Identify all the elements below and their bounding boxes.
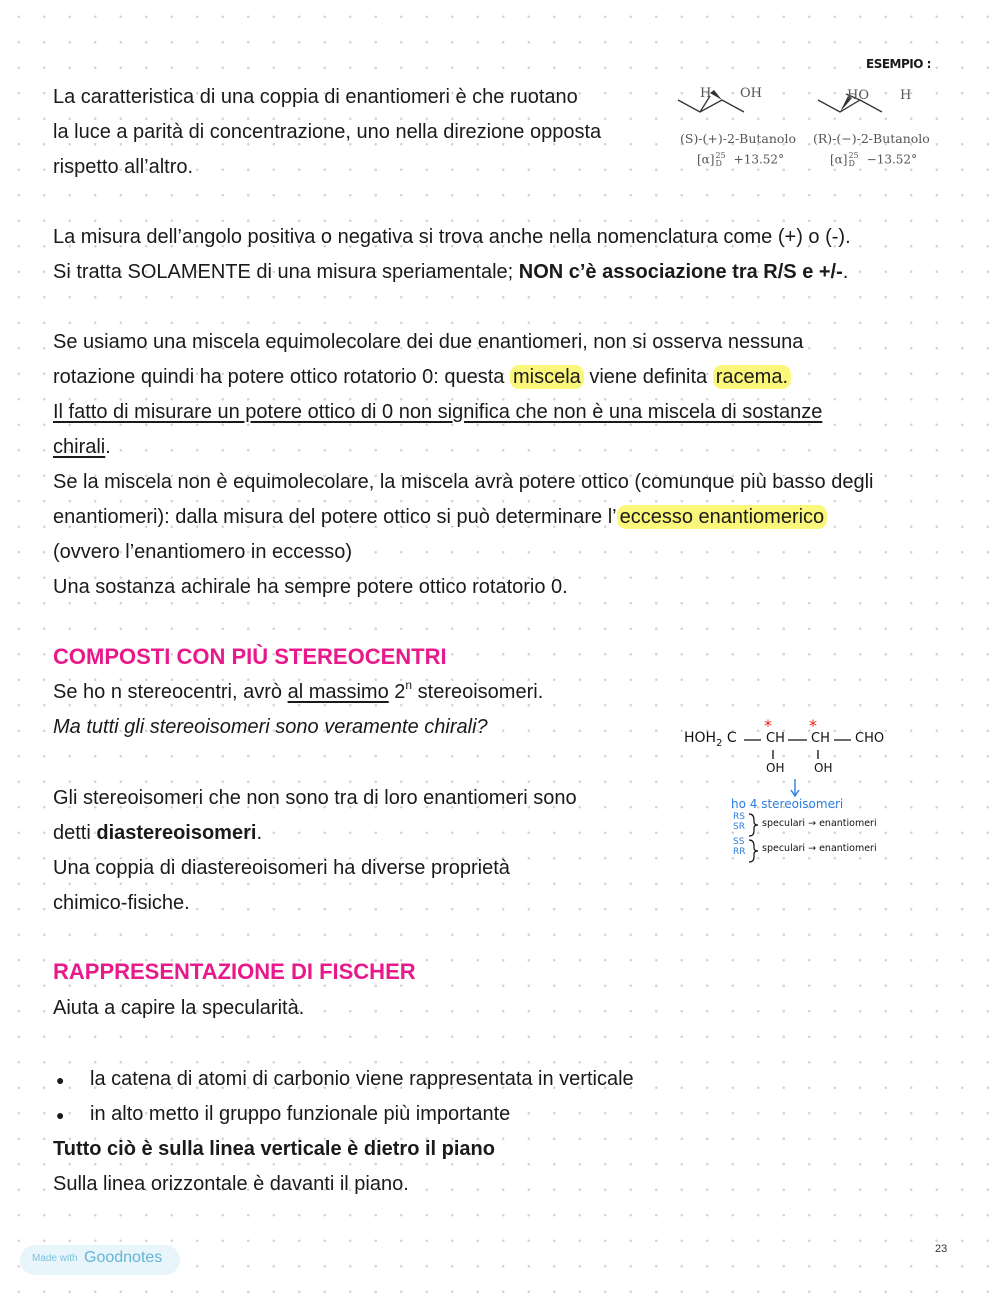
- bullet-dot: ●: [56, 1072, 65, 1088]
- s1-line1-base: 2: [388, 681, 406, 703]
- left-skeleton: [678, 100, 744, 112]
- s1-line6: chimico-fisiche.: [53, 892, 190, 914]
- p2-line2: [53, 260, 848, 284]
- heading-fischer: RAPPRESENTAZIONE DI FISCHER: [53, 959, 416, 984]
- s1-line4-text: detti: [53, 822, 97, 844]
- p3-line4-underlined: chirali: [53, 436, 106, 458]
- heading-stereocentri: COMPOSTI CON PIÙ STEREOCENTRI: [53, 644, 447, 669]
- left-rotation: [697, 152, 784, 168]
- pair-label: SR: [733, 822, 745, 832]
- p1-line3: rispetto all’altro.: [53, 156, 194, 178]
- p3-line2: [53, 365, 791, 389]
- temperature-sup: 25: [715, 151, 726, 160]
- p2-line2-bold: NON c’è associazione tra R/S e +/-: [518, 261, 843, 283]
- p3-line8: Una sostanza achirale ha sempre potere ottico rotatorio 0.: [53, 576, 568, 598]
- p3-line7: (ovvero l’enantiomero in eccesso): [53, 541, 353, 563]
- right-rotation: [830, 152, 917, 168]
- pair-label: RS: [733, 812, 745, 822]
- sketch-pair-list: [733, 812, 746, 857]
- made-with-text: Made with: [32, 1253, 78, 1264]
- highlight-eccesso-enantiomerico: eccesso enantiomerico: [617, 505, 828, 529]
- sketch-formula-start: [684, 730, 737, 749]
- right-h-label: H: [900, 88, 912, 103]
- p3-line3-underlined: Il fatto di misurare un potere ottico di 0 non significa che non è una miscela di sostanze: [53, 401, 823, 423]
- alpha-symbol: [α]: [697, 152, 715, 167]
- formula-subscript: 2: [716, 738, 723, 749]
- stereocenter-star-1: *: [764, 716, 772, 735]
- s2-line1: Aiuta a capire la specularità.: [53, 997, 305, 1019]
- right-molecule-name: (R)-(−)-2-Butanolo: [813, 131, 930, 146]
- p3-line5: Se la miscela non è equimolecolare, la miscela avrà potere ottico (comunque più basso degli: [53, 471, 874, 493]
- goodnotes-badge[interactable]: [20, 1245, 180, 1275]
- sketch-ch1: CH: [766, 731, 785, 746]
- sketch-note: ho 4 stereoisomeri: [731, 797, 844, 811]
- s1-line2: [53, 715, 488, 739]
- p3-line1: Se usiamo una miscela equimolecolare dei due enantiomeri, non si osserva nessuna: [53, 331, 804, 353]
- p2-line2-end: .: [842, 261, 849, 283]
- temperature-sup: 25: [848, 151, 859, 160]
- alpha-symbol: [α]: [830, 152, 848, 167]
- sketch-ch2: CH: [811, 731, 830, 746]
- s1-line3: Gli stereoisomeri che non sono tra di loro enantiomeri sono: [53, 787, 577, 809]
- s1-line4-end: .: [256, 822, 262, 844]
- s2-last-line: Sulla linea orizzontale è davanti il piano.: [53, 1173, 409, 1195]
- left-h-label: H: [700, 86, 712, 101]
- goodnotes-logo-text: Goodnotes: [84, 1249, 163, 1266]
- s1-line1-exponent: n: [405, 678, 413, 692]
- sketch-cho: CHO: [855, 731, 885, 746]
- p3-line6: [53, 505, 827, 529]
- pair-label: SS: [733, 837, 745, 847]
- page-number: 23: [935, 1243, 948, 1255]
- rotation-value: −13.52°: [866, 152, 918, 167]
- sketch-oh1: OH: [766, 761, 785, 775]
- p3-line2-text: rotazione quindi ha potere ottico rotatorio 0: questa: [53, 366, 510, 388]
- p1-line1: La caratteristica di una coppia di enantiomeri è che ruotano: [53, 86, 578, 108]
- stereocenter-star-2: *: [809, 716, 817, 735]
- formula-part: HOH: [684, 730, 717, 746]
- s1-line1-end: stereoisomeri.: [412, 681, 544, 703]
- s1-line2-italic: Ma tutti gli stereoisomeri sono veramente chirali?: [53, 716, 488, 738]
- p3-line2-mid: viene definita: [583, 366, 713, 388]
- s1-line5: Una coppia di diastereoisomeri ha diverse proprietà: [53, 857, 510, 879]
- p3-line4-end: .: [105, 436, 111, 458]
- p1-line2: la luce a parità di concentrazione, uno nella direzione opposta: [53, 121, 602, 143]
- formula-carbon: C: [726, 730, 737, 746]
- bullet-dot: ●: [56, 1107, 65, 1123]
- p2-line1: La misura dell’angolo positiva o negativa si trova anche nella nomenclatura come (+) o (-).: [53, 226, 851, 248]
- s1-line1-underlined: al massimo: [287, 681, 389, 703]
- p2-line2-text: Si tratta SOLAMENTE di una misura speriamentale;: [53, 261, 519, 283]
- right-ho-label: HO: [847, 88, 869, 103]
- sketch-bonds-and-arrow: [740, 735, 860, 805]
- sketch-oh2: OH: [814, 761, 833, 775]
- left-oh-label: OH: [740, 86, 762, 101]
- example-label: ESEMPIO :: [866, 57, 931, 71]
- bullet-item: la catena di atomi di carbonio viene rappresentata in verticale: [90, 1068, 634, 1090]
- s2-bold-line: Tutto ciò è sulla linea verticale è dietro il piano: [53, 1138, 495, 1160]
- highlight-racema: racema.: [713, 365, 791, 389]
- left-molecule-name: (S)-(+)-2-Butanolo: [680, 131, 796, 146]
- rotation-value: +13.52°: [733, 152, 785, 167]
- p3-line6-text: enantiomeri): dalla misura del potere ottico si può determinare l’: [53, 506, 617, 528]
- d-line-sub: D: [848, 159, 855, 168]
- highlight-miscela: miscela: [510, 365, 584, 389]
- s1-line4: [53, 821, 262, 845]
- bracket-target: enantiomeri: [819, 818, 877, 829]
- bracket-word: speculari: [762, 843, 806, 854]
- left-wedge: [710, 90, 722, 100]
- bracket1-text: speculari → enantiomeri: [762, 818, 877, 829]
- s1-line1-text: Se ho n stereocentri, avrò: [53, 681, 288, 703]
- bracket-word: speculari: [762, 818, 806, 829]
- bullet-item: in alto metto il gruppo funzionale più importante: [90, 1103, 511, 1125]
- pair-label: RR: [733, 847, 746, 857]
- p3-line4: [53, 435, 111, 459]
- bracket2-text: speculari → enantiomeri: [762, 843, 877, 854]
- s1-line1: [53, 680, 543, 704]
- d-line-sub: D: [715, 159, 722, 168]
- brace: [749, 814, 758, 836]
- brace: [749, 840, 758, 862]
- s1-line4-bold: diastereoisomeri: [96, 822, 257, 844]
- bracket-target: enantiomeri: [819, 843, 877, 854]
